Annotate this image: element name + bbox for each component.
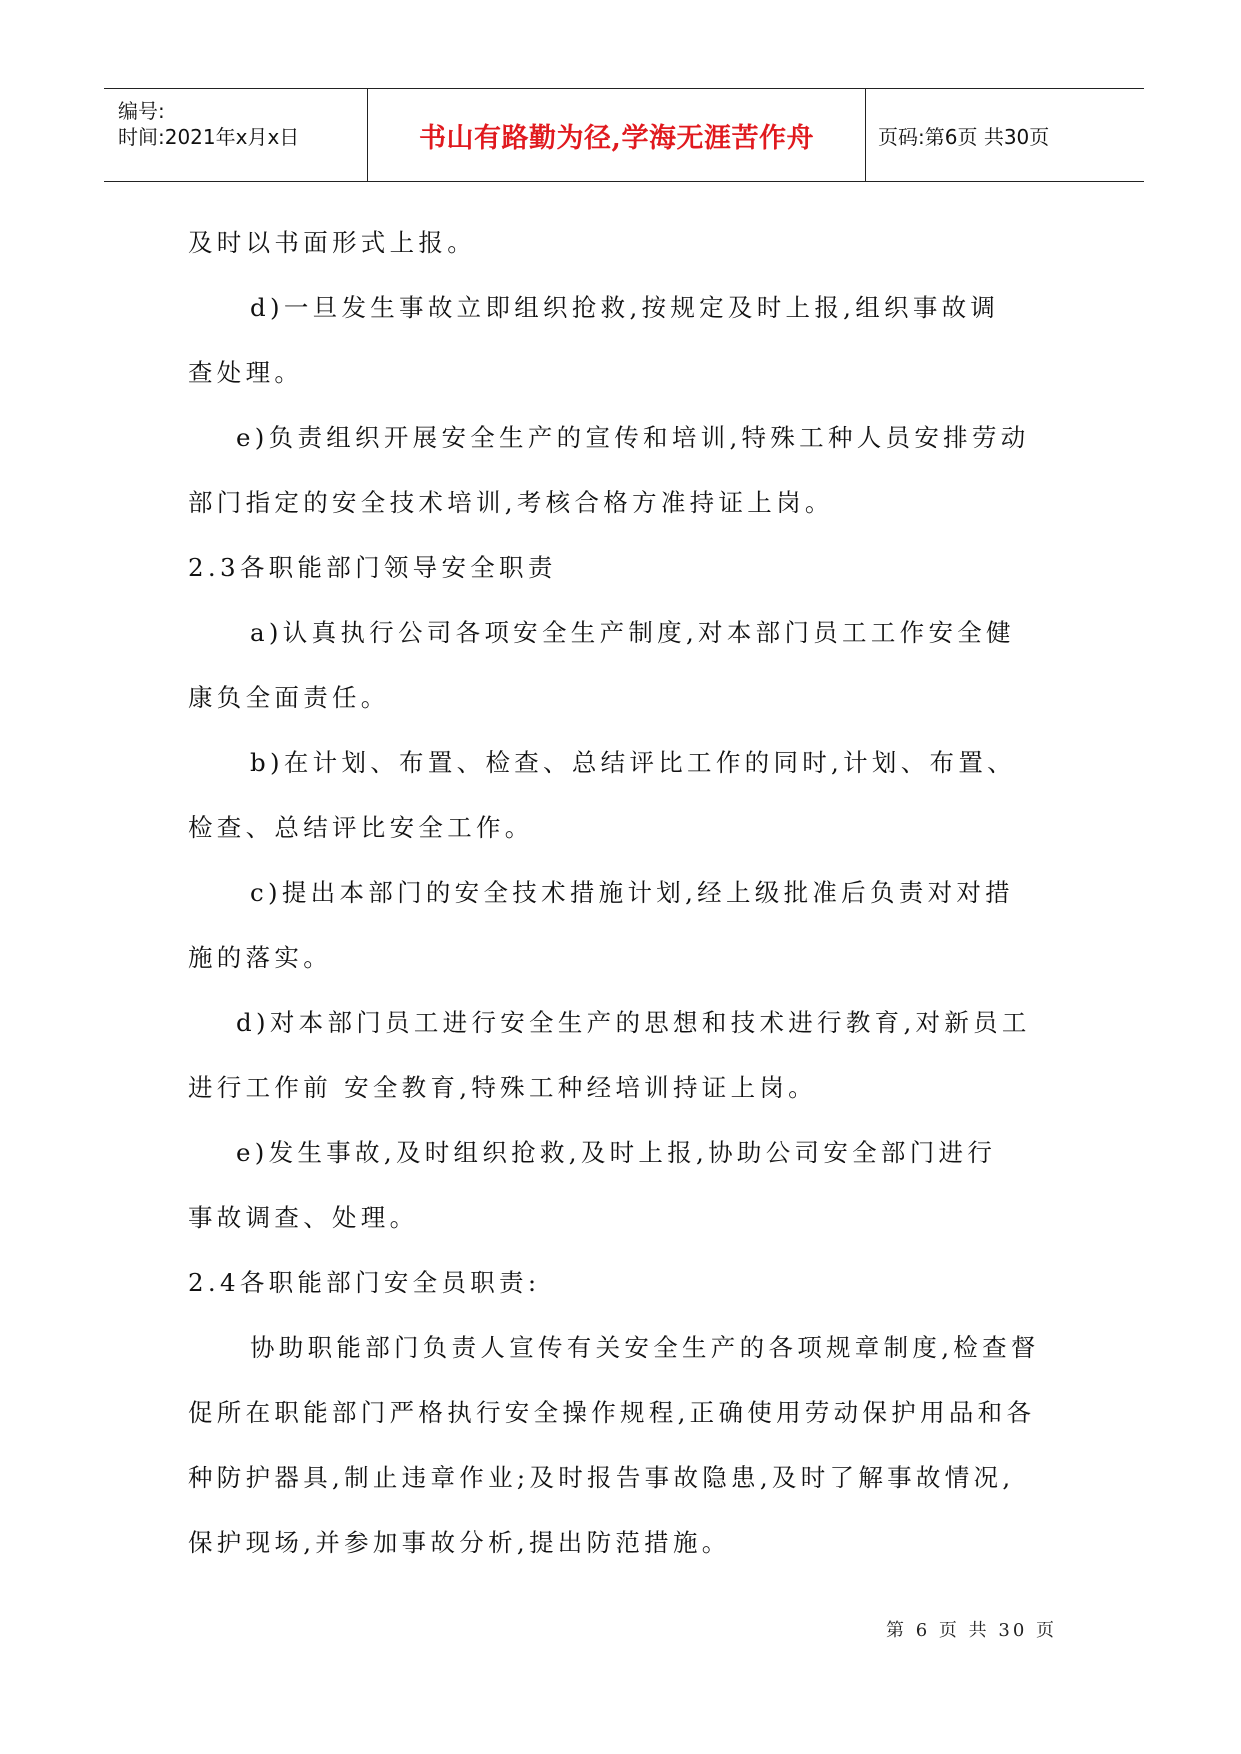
text-line: 施的落实。 (188, 943, 332, 972)
text-line: 查处理。 (188, 358, 304, 387)
paragraph (188, 1120, 1058, 1250)
text-line: 部门指定的安全技术培训,考核合格方准持证上岗。 (188, 488, 834, 517)
text-line: a)认真执行公司各项安全生产制度,对本部门员工工作安全健 (250, 618, 1015, 647)
paragraph (188, 600, 1058, 730)
paragraph (188, 210, 1058, 275)
header-motto: 书山有路勤为径,学海无涯苦作舟 (368, 89, 866, 181)
header-meta (104, 89, 368, 181)
text-line: 事故调查、处理。 (188, 1203, 419, 1232)
text-line: d)对本部门员工进行安全生产的思想和技术进行教育,对新员工 (236, 1008, 1031, 1037)
paragraph (188, 990, 1058, 1120)
paragraph (188, 405, 1058, 535)
text-line: e)负责组织开展安全生产的宣传和培训,特殊工种人员安排劳动 (236, 423, 1030, 452)
text-line: c)提出本部门的安全技术措施计划,经上级批准后负责对对措 (250, 878, 1014, 907)
text-line: 检查、总结评比安全工作。 (188, 813, 534, 842)
text-line: b)在计划、布置、检查、总结评比工作的同时,计划、布置、 (250, 748, 1016, 777)
document-number-label: 编号: (118, 99, 165, 123)
text-line: d)一旦发生事故立即组织抢救,按规定及时上报,组织事故调 (250, 293, 1000, 322)
section-heading-2-3 (188, 535, 1058, 600)
header-page-number: 页码:第6页 共30页 (878, 124, 1050, 149)
text-line: 康负全面责任。 (188, 683, 390, 712)
page-footer-number: 第 6 页 共 30 页 (886, 1620, 1057, 1641)
paragraph (188, 275, 1058, 405)
paragraph (188, 1315, 1058, 1575)
paragraph (188, 730, 1058, 860)
text-line: 2.3各职能部门领导安全职责 (188, 553, 557, 582)
paragraph (188, 860, 1058, 990)
text-line: 种防护器具,制止违章作业;及时报告事故隐患,及时了解事故情况, (188, 1463, 1015, 1492)
text-line: 及时以书面形式上报。 (188, 228, 476, 257)
text-line: 促所在职能部门严格执行安全操作规程,正确使用劳动保护用品和各 (188, 1398, 1036, 1427)
text-line: 进行工作前 安全教育,特殊工种经培训持证上岗。 (188, 1073, 817, 1102)
text-line: 保护现场,并参加事故分析,提出防范措施。 (188, 1528, 731, 1557)
document-date: 时间:2021年x月x日 (118, 125, 300, 149)
text-line: 2.4各职能部门安全员职责: (188, 1268, 541, 1297)
text-line: e)发生事故,及时组织抢救,及时上报,协助公司安全部门进行 (236, 1138, 997, 1167)
text-line: 协助职能部门负责人宣传有关安全生产的各项规章制度,检查督 (250, 1333, 1040, 1362)
section-heading-2-4 (188, 1250, 1058, 1315)
page-header (104, 88, 1144, 182)
